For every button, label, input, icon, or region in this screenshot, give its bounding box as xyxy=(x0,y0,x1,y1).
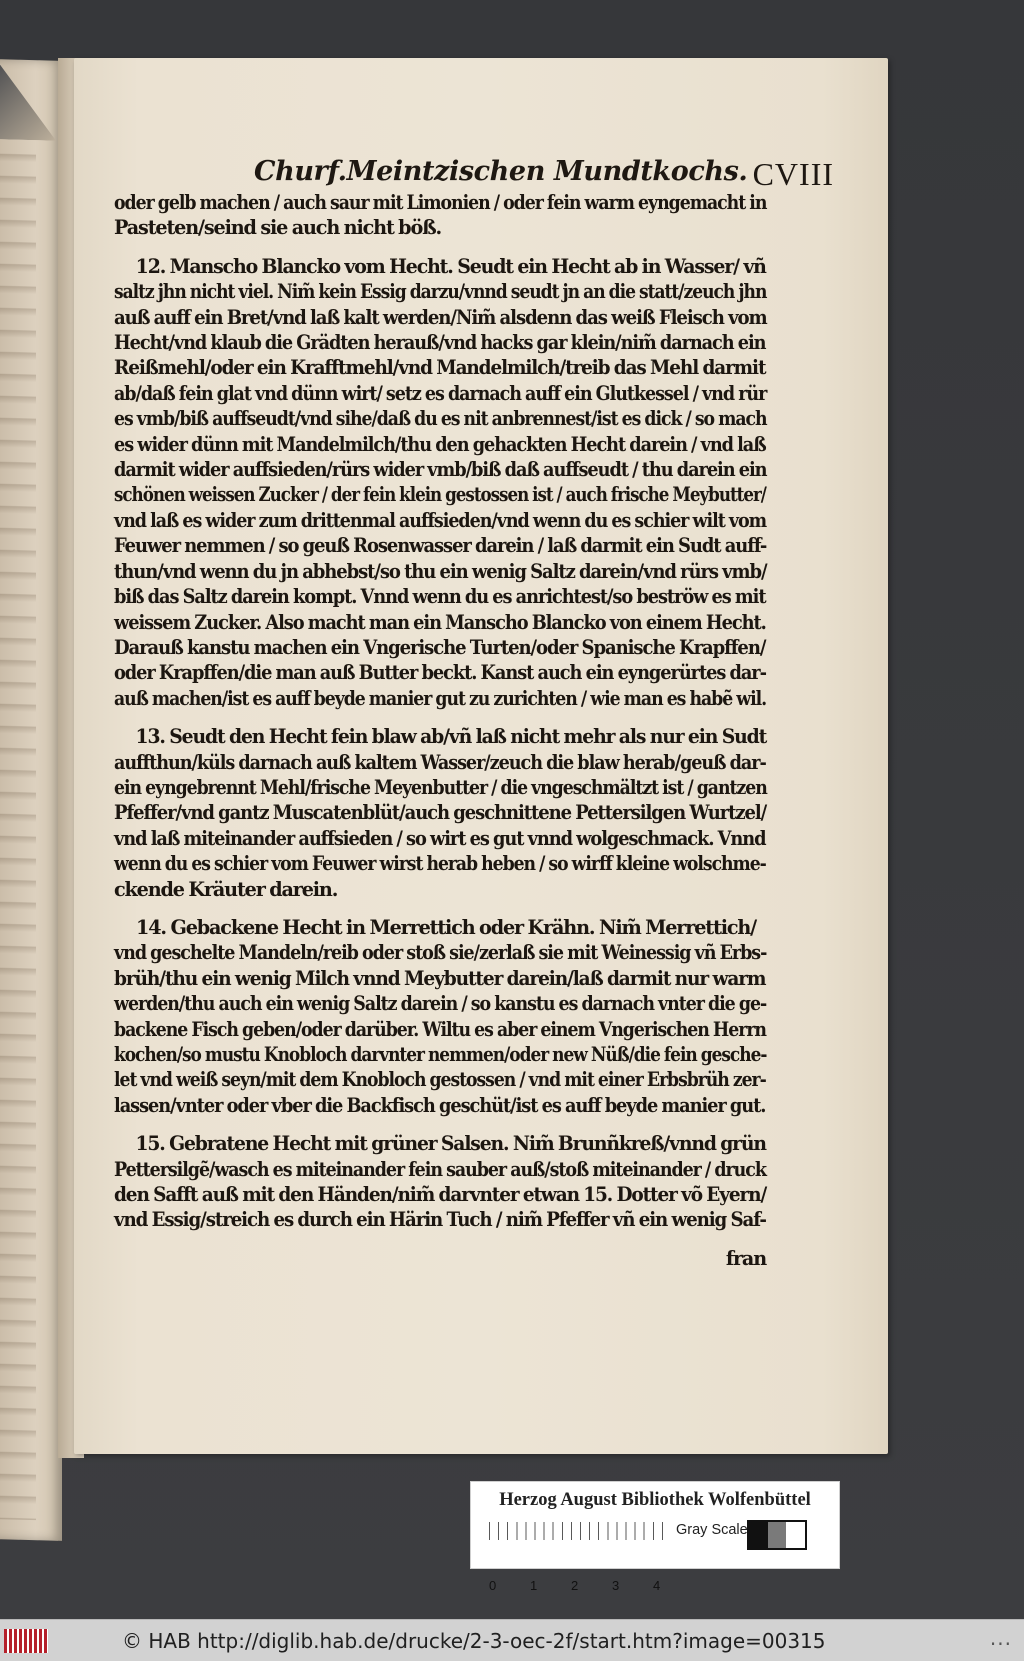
text-line: Pettersilgẽ/wasch es miteinander fein sauber auß/stoß miteinander / druck xyxy=(114,1157,766,1181)
text-line: kochen/so mustu Knobloch darvnter nemmen/oder new Nüß/die fein gesche- xyxy=(114,1043,767,1066)
text-line: vnd laß miteinander auffsieden / so wirt es gut vnnd wolgeschmack. Vnnd xyxy=(114,826,766,850)
paragraph xyxy=(114,724,766,902)
gray-scale-swatches xyxy=(747,1520,807,1550)
text-line: ab/daß fein glat vnd dünn wirt/ setz es darnach auff ein Glutkessel / vnd rür xyxy=(114,381,767,405)
book-page xyxy=(74,58,888,1454)
text-line: schönen weissen Zucker / der fein klein gestossen ist / auch frische Meybutter/ xyxy=(114,483,766,507)
facing-left-page xyxy=(0,59,62,1541)
text-line: es wider dünn mit Mandelmilch/thu den gehackten Hecht darein / vnd laß xyxy=(114,432,766,456)
text-line: 15. Gebratene Hecht mit grüner Salsen. Nim̃ Brunñkreß/vnnd grün xyxy=(135,1132,766,1156)
text-line: Reißmehl/oder ein Krafftmehl/vnd Mandelmilch/treib das Mehl darmit xyxy=(114,356,766,380)
ruler-label: 4 xyxy=(653,1578,661,1593)
text-line: oder gelb machen / auch saur mit Limonien / oder fein warm eyngemacht in xyxy=(114,191,767,214)
text-line: Darauß kanstu machen ein Vngerische Turten/oder Spanische Krapffen/ xyxy=(114,635,766,659)
ruler-label: 2 xyxy=(571,1578,579,1593)
catchword: fran xyxy=(725,1246,766,1270)
text-line: es vmb/biß auffseudt/vnd sihe/daß du es nit anbrennest/ist es dick / so mach xyxy=(114,407,767,431)
text-line: wenn du es schier vom Feuwer wirst herab heben / so wirff kleine wolschme- xyxy=(114,852,766,876)
paragraph xyxy=(114,254,766,711)
text-line: auß machen/ist es auff beyde manier gut zu zurichten / wie man es habẽ wil. xyxy=(114,686,767,710)
text-line: ein eyngebrennt Mehl/frische Meyenbutter / die vngeschmältzt ist / gantzen xyxy=(114,775,767,799)
ruler-label: 3 xyxy=(612,1578,620,1593)
text-line: auß auff ein Bret/vnd laß kalt werden/Nim̃ alsdenn das weiß Fleisch vom xyxy=(114,305,767,329)
folio-number: CVIII xyxy=(752,156,834,192)
text-line: 14. Gebackene Hecht in Merrettich oder Krähn. Nim̃ Merrettich/ xyxy=(136,915,757,939)
text-line: den Safft auß mit den Händen/nim̃ darvnter etwan 15. Dotter võ Eyern/ xyxy=(114,1183,767,1207)
ruler-ticks xyxy=(489,1522,671,1540)
paragraph xyxy=(114,915,766,1118)
text-line: auffthun/küls darnach auß kaltem Wasser/zeuch die blaw herab/geuß dar- xyxy=(114,750,766,774)
text-line: vnd geschelte Mandeln/reib oder stoß sie/zerlaß sie mit Weinessig vñ Erbs- xyxy=(114,941,767,965)
text-line: oder Krapffen/die man auß Butter beckt. Kanst auch ein eyngerürtes dar- xyxy=(114,661,766,685)
text-line: weissem Zucker. Also macht man ein Manscho Blancko von einem Hecht. xyxy=(114,610,766,634)
text-line: 12. Manscho Blancko vom Hecht. Seudt ein Hecht ab in Wasser/ vñ xyxy=(135,254,766,278)
paragraph xyxy=(114,190,766,241)
text-line: werden/thu auch ein wenig Saltz darein / so kanstu es darnach vnter die ge- xyxy=(114,992,767,1016)
source-url[interactable]: © HAB http://diglib.hab.de/drucke/2-3-oec-2f/start.htm?image=00315 xyxy=(122,1629,826,1653)
text-line: thun/vnd wenn du jn abhebst/so thu ein wenig Saltz darein/vnd rürs vmb/ xyxy=(114,559,767,583)
running-head: Churf.Meintzischen Mundtkochs. xyxy=(254,156,748,187)
library-name: Herzog August Bibliothek Wolfenbüttel xyxy=(499,1490,811,1510)
more-options-icon[interactable]: ... xyxy=(989,1626,1012,1650)
text-line: let vnd weiß seyn/mit dem Knobloch gestossen / vnd mit einer Erbsbrüh zer- xyxy=(114,1068,766,1092)
gray-swatch xyxy=(749,1522,768,1548)
text-line: biß das Saltz darein kompt. Vnnd wenn du es anrichtest/so beströw es mit xyxy=(114,585,766,609)
text-line: Pfeffer/vnd gantz Muscatenblüt/auch geschnittene Pettersilgen Wurtzel/ xyxy=(114,801,767,825)
text-block xyxy=(114,190,766,1271)
ruler-label: 0 xyxy=(489,1578,497,1593)
ruler-label: 1 xyxy=(530,1578,538,1593)
text-line: vnd laß es wider zum drittenmal auffsieden/vnd wenn du es schier wilt vom xyxy=(114,508,767,532)
text-line: brüh/thu ein wenig Milch vnnd Meybutter darein/laß darmit nur warm xyxy=(114,966,766,990)
text-line: saltz jhn nicht viel. Nim̃ kein Essig darzu/vnnd seudt jn an die statt/zeuch jhn xyxy=(114,280,767,304)
ruler xyxy=(489,1522,671,1593)
gray-swatch xyxy=(768,1522,787,1548)
ruler-labels xyxy=(489,1578,689,1596)
text-line: ckende Kräuter darein. xyxy=(114,877,338,901)
text-line: vnd Essig/streich es durch ein Härin Tuch / nim̃ Pfeffer vñ ein wenig Saf- xyxy=(114,1208,766,1232)
library-stamp xyxy=(470,1481,840,1593)
paragraph xyxy=(114,1131,766,1233)
page-fold xyxy=(0,59,56,141)
facing-page-text-edge xyxy=(0,139,36,1520)
gray-swatch xyxy=(786,1522,805,1548)
text-line: Pasteten/seind sie auch nicht böß. xyxy=(114,216,442,240)
hab-logo-icon xyxy=(4,1629,48,1653)
text-line: backene Fisch geben/oder darüber. Wiltu es aber einem Vngerischen Herrn xyxy=(114,1017,766,1041)
text-line: 13. Seudt den Hecht fein blaw ab/vñ laß nicht mehr als nur ein Sudt xyxy=(135,725,767,749)
gray-scale-label: Gray Scale xyxy=(676,1522,748,1538)
text-line: lassen/vnter oder vber die Backfisch geschüt/ist es auff beyde manier gut. xyxy=(114,1093,766,1117)
text-line: darmit wider auffsieden/rürs wider vmb/biß daß auffseudt / thu darein ein xyxy=(114,458,767,482)
text-line: Feuwer nemmen / so geuß Rosenwasser darein / laß darmit ein Sudt auff- xyxy=(114,534,767,558)
status-bar xyxy=(0,1619,1024,1661)
text-line: Hecht/vnd klaub die Grädten herauß/vnd hacks gar klein/nim̃ darnach ein xyxy=(114,331,766,355)
